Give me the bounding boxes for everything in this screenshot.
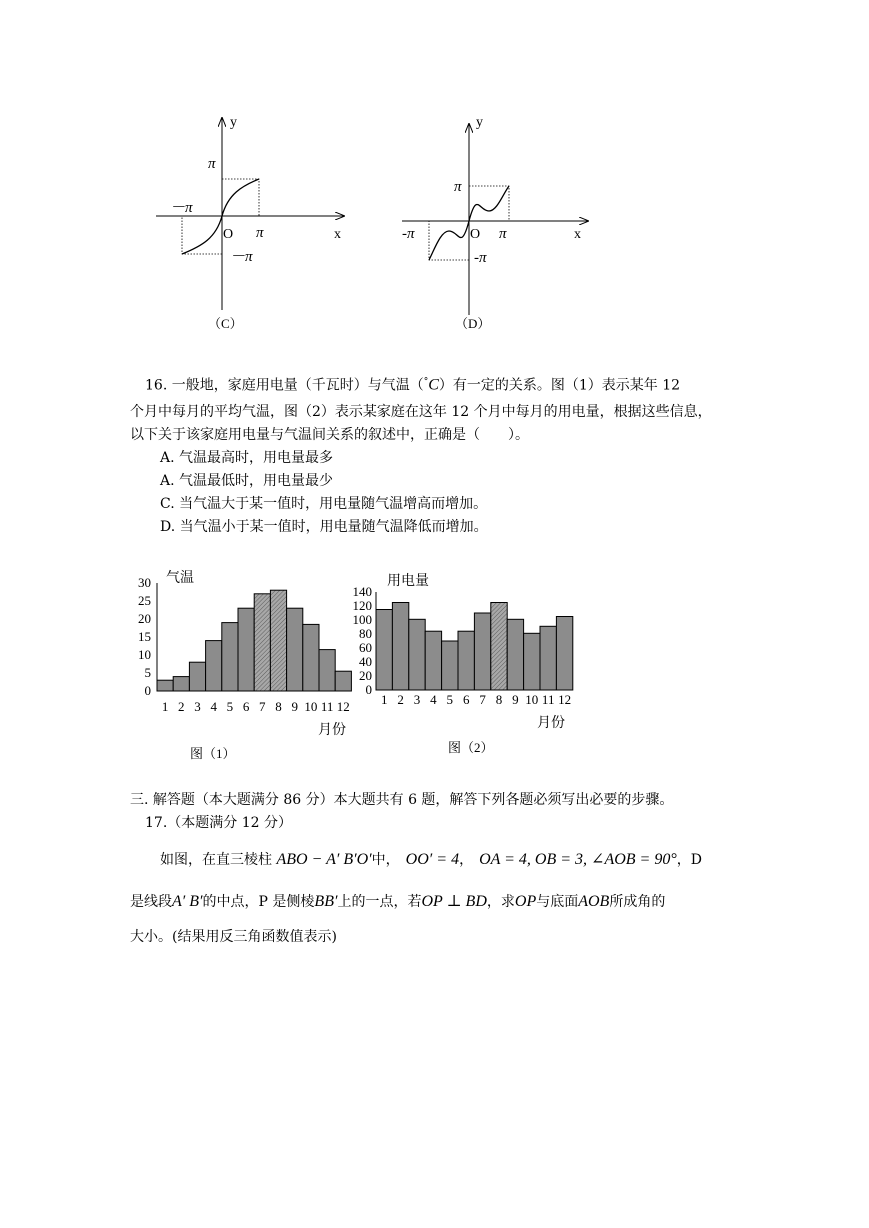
y-tick-label: 25 (138, 593, 151, 608)
bar (254, 594, 270, 691)
bar (270, 590, 286, 691)
x-tick-label: 12 (558, 692, 572, 707)
q16-line-2: 个月中每月的平均气温，图（2）表示某家庭在这年 12 个月中每月的用电量，根据这些信息， (130, 404, 712, 420)
q17-text: 中， (371, 852, 400, 868)
origin-label: O (223, 227, 234, 242)
x-tick-label: 6 (242, 699, 250, 714)
section3-heading: 三. 解答题（本大题满分 86 分）本大题共有 6 题，解答下列各题必须写出必要的步骤。 (130, 792, 674, 808)
x-tick-label: 4 (210, 699, 217, 714)
graph-caption: （C） (208, 316, 243, 331)
bar (556, 617, 572, 691)
q17-math-bb: BB′ (314, 893, 338, 910)
bar (524, 633, 540, 690)
x-axis-label: x (334, 227, 341, 242)
neg-pi-tick-x: -π (402, 226, 415, 242)
x-tick-label: 1 (161, 699, 169, 714)
degree-sign: ° (423, 377, 429, 387)
bar (206, 641, 222, 691)
bar (392, 603, 408, 691)
q17-text: 所成角的 (609, 894, 666, 910)
bar (491, 603, 507, 691)
q17-text: ，D (676, 852, 702, 868)
y-tick-label: 5 (144, 665, 151, 680)
x-tick-label: 11 (320, 699, 334, 714)
y-tick-label: 0 (365, 682, 372, 697)
q17-text: ， (459, 852, 474, 868)
q17-line-3: 大小。(结果用反三角函数值表示) (130, 929, 337, 945)
neg-pi-tick-y: -π (474, 250, 487, 266)
x-tick-label: 7 (479, 692, 486, 707)
q17-math-op: OP (514, 893, 537, 910)
q17-math-ab: A′ B′ (172, 893, 203, 910)
x-tick-label: 1 (380, 692, 388, 707)
bar (287, 608, 303, 691)
q16-option-d: D. 当气温小于某一值时，用电量随气温降低而增加。 (160, 519, 488, 535)
y-tick-label: 20 (359, 668, 372, 683)
pi-tick-y: π (208, 156, 216, 172)
y-tick-label: 140 (352, 584, 372, 599)
q17-text: ，求 (486, 894, 515, 910)
q17-text: 是线段 (130, 894, 172, 910)
x-tick-label: 4 (430, 692, 437, 707)
q17-math-perp: OP ⊥ BD (421, 893, 487, 910)
q16-option-a2: A. 气温最低时，用电量最少 (160, 473, 334, 489)
x-axis-label: x (574, 227, 581, 242)
y-tick-label: 0 (144, 683, 151, 698)
y-tick-label: 20 (138, 611, 151, 626)
chart2-xlabel: 月份 (537, 716, 565, 731)
x-tick-label: 5 (226, 699, 234, 714)
x-tick-label: 10 (304, 699, 318, 714)
bar (458, 631, 474, 690)
x-tick-label: 9 (291, 699, 298, 714)
q16-option-a1: A. 气温最高时，用电量最多 (160, 450, 334, 466)
bar (303, 624, 319, 691)
chart1-caption: 图（1） (190, 746, 236, 761)
bar (425, 631, 441, 690)
bar (540, 626, 556, 690)
x-tick-label: 2 (178, 699, 185, 714)
x-tick-label: 10 (525, 692, 539, 707)
q17-text: 与底面 (536, 894, 579, 910)
x-tick-label: 11 (541, 692, 555, 707)
neg-pi-tick-y: －π (230, 249, 253, 265)
chart1-xlabel: 月份 (318, 723, 346, 738)
y-axis-label: y (230, 115, 237, 130)
x-tick-label: 6 (462, 692, 470, 707)
q17-line-2 (130, 893, 665, 911)
bar (173, 677, 189, 691)
x-tick-label: 12 (336, 699, 350, 714)
origin-label: O (470, 227, 481, 242)
bar (319, 650, 335, 691)
pi-tick-y: π (454, 179, 462, 195)
chart2-title: 用电量 (387, 574, 429, 589)
y-tick-label: 40 (359, 654, 372, 669)
q17-title: 17.（本题满分 12 分） (145, 815, 292, 831)
bar (335, 671, 351, 691)
electricity-chart (353, 572, 573, 755)
unit-c: C (428, 376, 439, 394)
x-tick-label: 7 (259, 699, 266, 714)
q16-text-b: ）有一定的关系。图（1）表示某年 12 (438, 377, 681, 394)
bar (238, 608, 254, 691)
x-tick-label: 5 (446, 692, 454, 707)
bar (376, 610, 392, 691)
q16-option-c: C. 当气温大于某一值时，用电量随气温增高而增加。 (160, 496, 488, 512)
y-tick-label: 60 (359, 640, 372, 655)
y-tick-label: 15 (138, 629, 151, 644)
chart2-caption: 图（2） (448, 740, 494, 755)
x-tick-label: 9 (512, 692, 519, 707)
y-tick-label: 80 (359, 626, 372, 641)
y-tick-label: 30 (138, 575, 151, 590)
x-tick-label: 3 (194, 699, 201, 714)
q17-math-cond: OA = 4, OB = 3, ∠AOB = 90° (479, 851, 677, 868)
q16-line-3: 以下关于该家庭用电量与气温间关系的叙述中，正确是（ ）。 (130, 427, 529, 443)
pi-tick-x: π (499, 226, 507, 242)
x-tick-label: 2 (397, 692, 404, 707)
y-axis-label: y (476, 115, 483, 130)
graph-caption: （D） (455, 316, 491, 331)
bar (474, 613, 490, 690)
x-tick-label: 8 (275, 699, 282, 714)
q17-text: 上的一点，若 (337, 894, 422, 910)
q17-math-aob: AOB (578, 893, 610, 910)
x-tick-label: 3 (413, 692, 421, 707)
q17-math-oo: OO′ = 4 (405, 851, 460, 868)
temperature-chart (138, 570, 351, 761)
q17-line-1 (160, 851, 702, 869)
chart1-title: 气温 (166, 571, 194, 586)
q17-text: 的中点，P 是侧棱 (202, 894, 315, 910)
q17-math-prism: ABO − A′ B′O′ (276, 851, 372, 868)
q17-text: 如图，在直三棱柱 (160, 852, 272, 868)
y-tick-label: 120 (352, 598, 372, 613)
q16-text-a: 16. 一般地，家庭用电量（千瓦时）与气温（ (145, 377, 424, 394)
bar (157, 680, 173, 691)
bar (442, 641, 458, 690)
bar (409, 619, 425, 690)
bar (222, 623, 238, 691)
y-tick-label: 10 (138, 647, 151, 662)
x-tick-label: 8 (495, 692, 503, 707)
y-tick-label: 100 (352, 612, 372, 627)
bar (507, 619, 523, 690)
neg-pi-tick-x: －π (170, 200, 193, 216)
bar (189, 662, 205, 691)
pi-tick-x: π (256, 225, 264, 241)
